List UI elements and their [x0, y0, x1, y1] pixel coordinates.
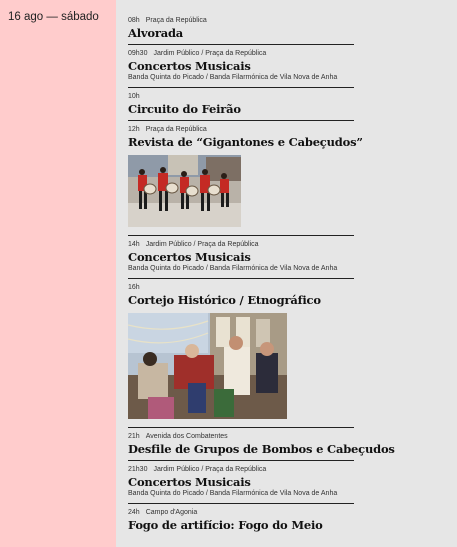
event-meta: [128, 49, 354, 59]
event-item: [128, 92, 354, 121]
event-title: Desfile de Grupos de Bombos e Cabeçudos: [128, 442, 395, 456]
event-time: 21h30: [128, 466, 148, 473]
event-place: Jardim Público / Praça da República: [153, 466, 267, 473]
event-meta: [128, 508, 354, 518]
event-item: [128, 465, 354, 504]
event-meta: [128, 16, 354, 26]
event-item: [128, 125, 363, 236]
event-time: 24h: [128, 509, 140, 516]
event-item: [128, 508, 354, 536]
event-place: Campo d'Agonia: [145, 509, 198, 516]
event-time: 14h: [128, 241, 140, 248]
event-time: 12h: [128, 126, 140, 133]
event-place: Avenida dos Combatentes: [145, 433, 228, 440]
event-subtitle: Banda Quinta do Picado / Banda Filarmónica de Vila Nova de Anha: [128, 265, 338, 272]
event-title: Circuito do Feirão: [128, 102, 241, 116]
cortejo-photo: [128, 313, 287, 419]
event-item: [128, 240, 354, 279]
event-meta: [128, 240, 354, 250]
event-title: Fogo de artifício: Fogo do Meio: [128, 518, 323, 532]
event-time: 16h: [128, 284, 140, 291]
events-list: [128, 12, 395, 540]
event-meta: [128, 92, 354, 102]
event-item: [128, 432, 395, 461]
event-item: [128, 49, 354, 88]
event-time: 08h: [128, 17, 140, 24]
day-label: 16 ago — sábado: [8, 11, 99, 23]
day-column: [0, 0, 116, 547]
event-place: Praça da República: [145, 126, 207, 133]
event-item: [128, 283, 354, 428]
event-subtitle: Banda Quinta do Picado / Banda Filarmónica de Vila Nova de Anha: [128, 74, 338, 81]
event-subtitle: Banda Quinta do Picado / Banda Filarmónica de Vila Nova de Anha: [128, 490, 338, 497]
event-place: Praça da República: [145, 17, 207, 24]
event-time: 10h: [128, 93, 140, 100]
event-item: [128, 16, 354, 45]
event-title: Alvorada: [128, 26, 184, 40]
event-meta: [128, 432, 354, 442]
event-meta: [128, 465, 354, 475]
gigantones-photo: [128, 155, 241, 227]
event-time: 21h: [128, 433, 140, 440]
event-title: Concertos Musicais: [128, 59, 251, 73]
event-meta: [128, 283, 354, 293]
event-title: Concertos Musicais: [128, 250, 251, 264]
event-place: Jardim Público / Praça da República: [145, 241, 259, 248]
event-title: Cortejo Histórico / Etnográfico: [128, 293, 321, 307]
event-place: Jardim Público / Praça da República: [153, 50, 267, 57]
event-meta: [128, 125, 354, 135]
event-time: 09h30: [128, 50, 148, 57]
event-title: Concertos Musicais: [128, 475, 251, 489]
event-title: Revista de “Gigantones e Cabeçudos”: [128, 135, 363, 149]
